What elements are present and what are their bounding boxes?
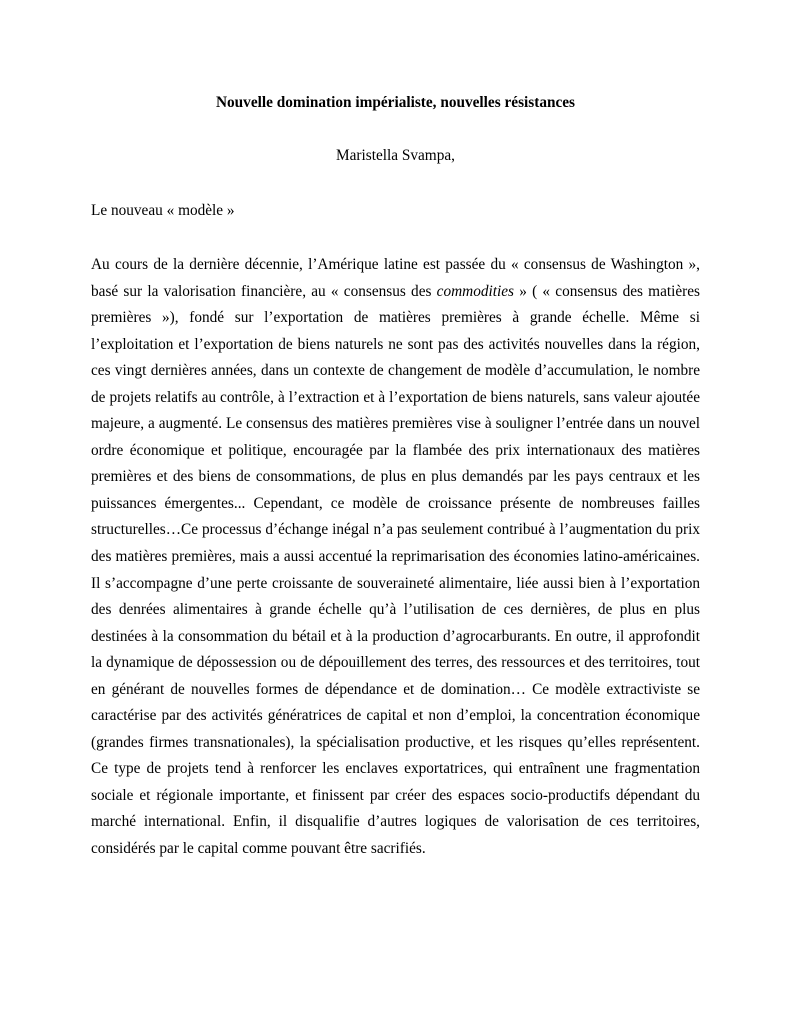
paragraph-text-part-2: » ( « consensus des matières premières »), fondé sur l’exportation de matières premières à grande échelle. Même si l’exploitation et l’exportation de biens naturels ne sont pas des activités nouvelles dans la région, ces vingt dernières années, dans un contexte de changement de modèle d’accumulation, le nombre de projets relatifs au contrôle, à l’extraction et à l’exportation de biens naturels, sans valeur ajoutée majeure, a augmenté. Le consensus des matières premières vise à souligner l’entrée dans un nouvel ordre économique et politique, encouragée par la flambée des prix internationaux des matières premières et des biens de consommations, de plus en plus demandés par les pays centraux et les puissances émergentes... Cependant, ce modèle de croissance présente de nombreuses failles structurelles…Ce processus d’échange inégal n’a pas seulement contribué à l’augmentation du prix des matières premières, mais a aussi accentué la reprimarisation des économies latino-américaines. Il s’accompagne d’une perte croissante de souveraineté alimentaire, liée aussi bien à l’exportation des denrées alimentaires à grande échelle qu’à l’utilisation de ces dernières, de plus en plus destinées à la consommation du bétail et à la production d’agrocarburants. En outre, il approfondit la dynamique de dépossession ou de dépouillement des terres, des ressources et des territoires, tout en générant de nouvelles formes de dépendance et de domination… Ce modèle extractiviste se caractérise par des activités génératrices de capital et non d’emploi, la concentration économique (grandes firmes transnationales), la spécialisation productive, et les risques qu’elles représentent. Ce type de projets tend à renforcer les enclaves exportatrices, qui entraînent une fragmentation sociale et régionale importante, et finissent par créer des espaces socio-productifs dépendant du marché international. Enfin, il disqualifie d’autres logiques de valorisation de ces territoires, considérés par le capital comme pouvant être sacrifiés.: [91, 282, 700, 858]
section-heading: Le nouveau « modèle »: [91, 202, 235, 219]
author-name: Maristella Svampa,: [336, 147, 455, 164]
body-paragraph: [91, 252, 700, 863]
document-title: Nouvelle domination impérialiste, nouvelles résistances: [215, 94, 576, 111]
paragraph-text-part-1: Au cours de la dernière décennie, l’Amérique latine est passée du « consensus de Washington », basé sur la valorisation financière, au « consensus des: [91, 256, 700, 300]
italic-term: commodities: [436, 282, 514, 300]
